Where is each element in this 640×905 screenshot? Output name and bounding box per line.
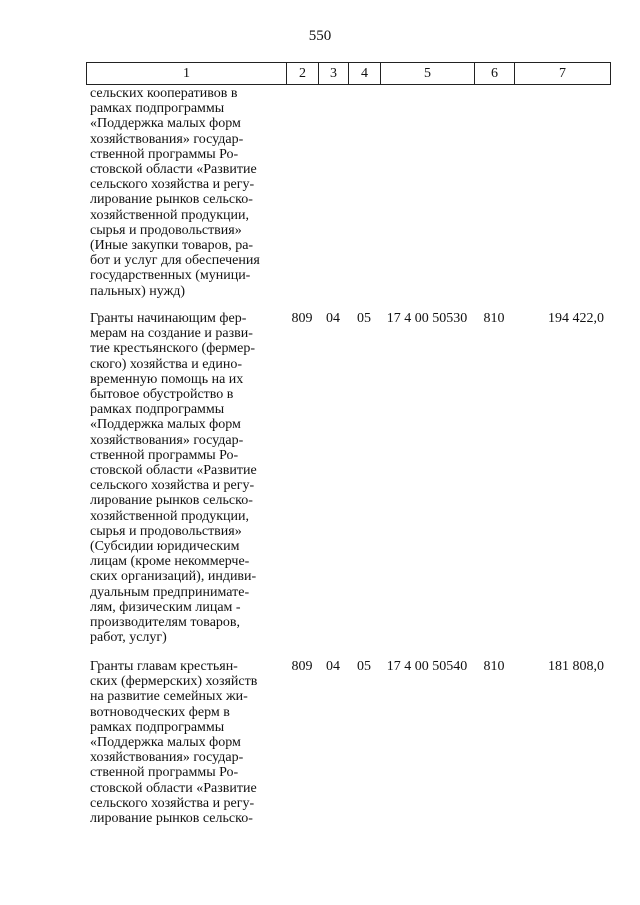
column-header-2: 2 (287, 63, 319, 85)
cell-ministry-code: 809 (291, 311, 313, 326)
cell-section-code: 04 (326, 311, 340, 326)
description-line: Гранты главам крестьян- (90, 659, 238, 674)
description-line: лицам (кроме некоммерче- (90, 554, 250, 570)
description-line: стовской области «Развитие (90, 780, 257, 796)
description-line: стовской области «Развитие (90, 162, 257, 178)
description-line: ственной программы Ро- (90, 146, 239, 162)
column-header-1: 1 (87, 63, 287, 85)
description-line: «Поддержка малых форм (90, 735, 241, 751)
description-line: ственной программы Ро- (90, 765, 239, 781)
description-line: ственной программы Ро- (90, 447, 239, 463)
row-description (90, 86, 278, 299)
description-line: хозяйственной продукции, (90, 508, 249, 524)
cell-section-code: 04 (326, 659, 340, 674)
description-line: пальных) нужд) (90, 283, 186, 299)
column-header-3: 3 (319, 63, 349, 85)
page-number: 550 (308, 28, 332, 44)
cell-expense-type: 810 (483, 311, 505, 326)
description-line: (Иные закупки товаров, ра- (90, 238, 254, 254)
cell-amount: 194 422,0 (548, 311, 604, 326)
description-line: стовской области «Развитие (90, 463, 257, 479)
description-line: лирование рынков сельско- (90, 192, 253, 208)
row-description (90, 311, 278, 645)
description-line: лирование рынков сельско- (90, 493, 253, 509)
cell-subsection-code: 05 (357, 311, 371, 326)
description-line: ского) хозяйства и едино- (90, 356, 243, 372)
description-line: сельских кооперативов в (90, 86, 238, 101)
description-line: производителям товаров, (90, 615, 241, 631)
description-line: мерам на создание и разви- (90, 326, 253, 342)
description-line: сырья и продовольствия» (90, 222, 242, 238)
column-header-7: 7 (515, 63, 611, 85)
description-line: лирование рынков сельско- (90, 811, 253, 827)
description-line: хозяйствования» государ- (90, 750, 244, 766)
description-line: сельского хозяйства и регу- (90, 795, 255, 811)
description-line: рамках подпрограммы (90, 101, 225, 117)
description-line: ских (фермерских) хозяйств (90, 674, 258, 690)
cell-ministry-code: 809 (291, 659, 313, 674)
description-line: (Субсидии юридическим (90, 539, 240, 555)
cell-target-article: 17 4 00 50540 (386, 659, 468, 674)
description-line: лям, физическим лицам - (90, 599, 241, 615)
row-description (90, 659, 278, 826)
description-line: «Поддержка малых форм (90, 116, 241, 132)
description-line: сырья и продовольствия» (90, 523, 242, 539)
description-line: хозяйствования» государ- (90, 131, 244, 147)
description-line: Гранты начинающим фер- (90, 311, 247, 326)
column-header-4: 4 (349, 63, 381, 85)
description-line: ских организаций), индиви- (90, 569, 257, 585)
description-line: сельского хозяйства и регу- (90, 478, 255, 494)
column-header-5: 5 (381, 63, 475, 85)
description-line: дуальным предпринимате- (90, 584, 250, 600)
column-header-row (86, 62, 611, 85)
description-line: бот и услуг для обеспечения (90, 253, 260, 269)
cell-target-article: 17 4 00 50530 (386, 311, 468, 326)
cell-subsection-code: 05 (357, 659, 371, 674)
description-line: тие крестьянского (фермер- (90, 341, 256, 357)
description-line: рамках подпрограммы (90, 719, 225, 735)
description-line: временную помощь на их (90, 371, 244, 387)
description-line: вотноводческих ферм в (90, 704, 230, 720)
description-line: на развитие семейных жи- (90, 689, 248, 705)
cell-expense-type: 810 (483, 659, 505, 674)
column-header-6: 6 (475, 63, 515, 85)
description-line: бытовое обустройство в (90, 387, 234, 403)
description-line: рамках подпрограммы (90, 402, 225, 418)
description-line: государственных (муници- (90, 268, 251, 284)
description-line: сельского хозяйства и регу- (90, 177, 255, 193)
description-line: работ, услуг) (90, 630, 167, 646)
description-line: хозяйственной продукции, (90, 207, 249, 223)
cell-amount: 181 808,0 (548, 659, 604, 674)
description-line: хозяйствования» государ- (90, 432, 244, 448)
description-line: «Поддержка малых форм (90, 417, 241, 433)
